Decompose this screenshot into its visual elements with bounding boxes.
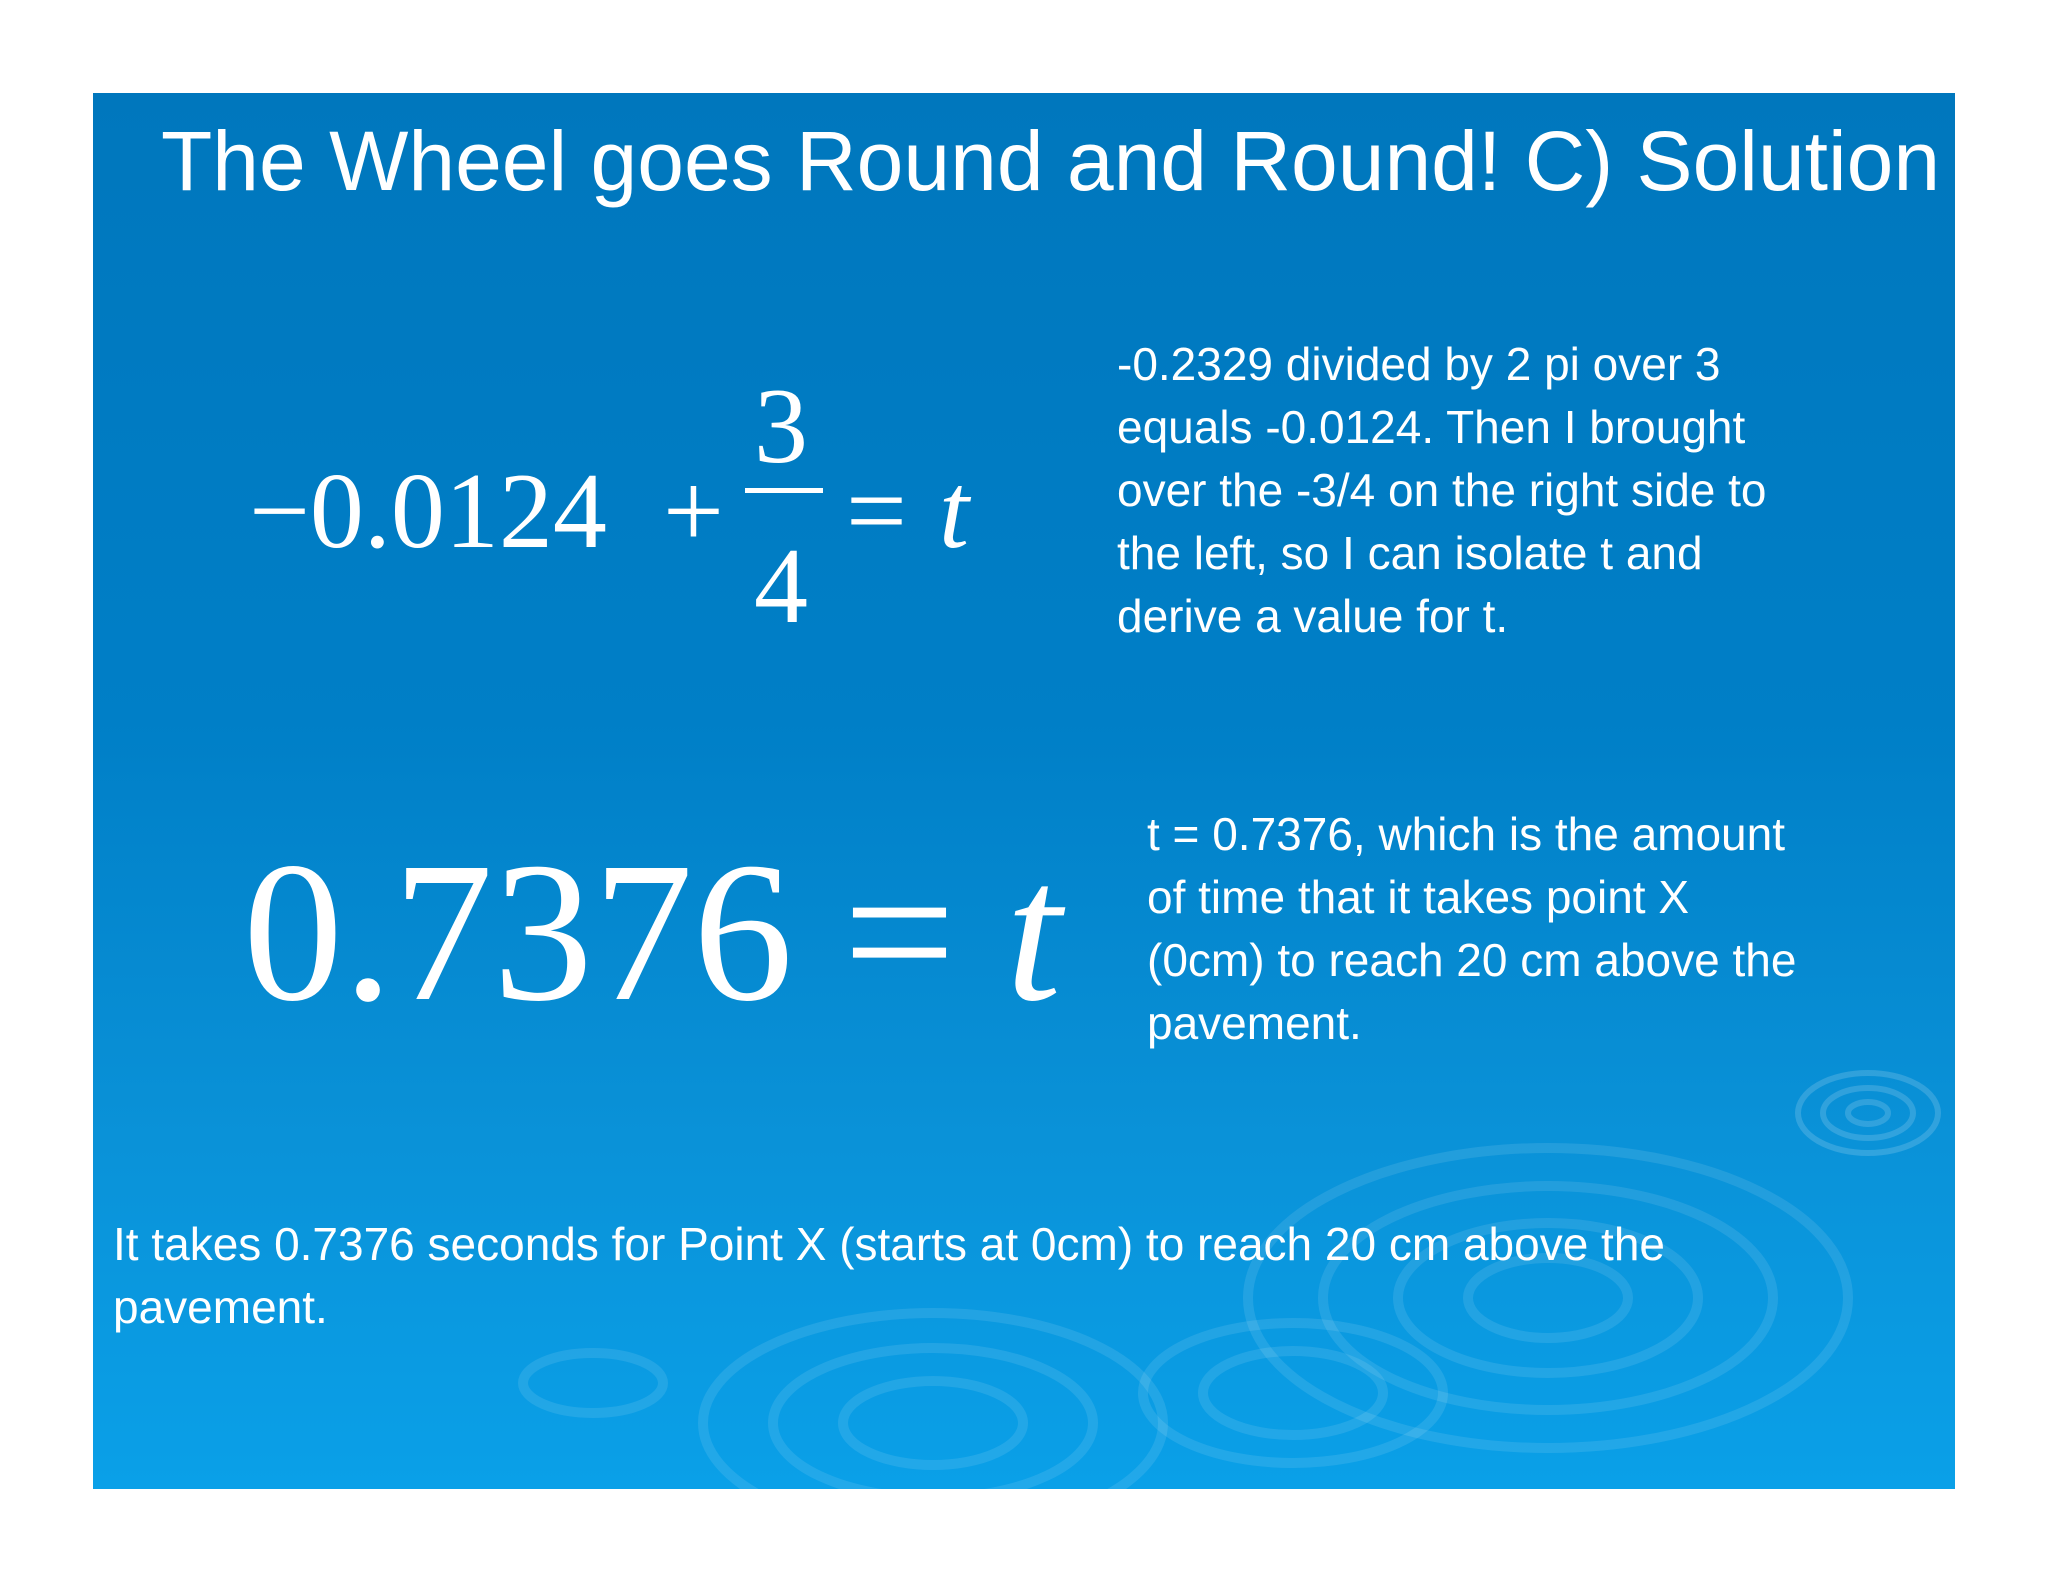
note1-line: over the -3/4 on the right side to: [1117, 464, 1767, 516]
plus-sign: +: [663, 452, 724, 571]
slide: [93, 93, 1955, 1489]
note1-line: -0.2329 divided by 2 pi over 3: [1117, 338, 1721, 390]
note2-line: pavement.: [1147, 997, 1362, 1049]
note1-line: derive a value for t.: [1117, 590, 1509, 642]
fraction-bar: [745, 488, 823, 493]
note2-line: (0cm) to reach 20 cm above the: [1147, 934, 1797, 986]
note2-line: of time that it takes point X: [1147, 871, 1690, 923]
result-equals-sign: =: [843, 822, 956, 1043]
note1-line: equals -0.0124. Then I brought: [1117, 401, 1746, 453]
explanation-note-2: [1147, 803, 1937, 1055]
equation-result: [243, 822, 1062, 1043]
fraction-numerator: 3: [754, 367, 808, 486]
result-value: 0.7376: [243, 822, 793, 1043]
explanation-note-1: [1117, 333, 1917, 648]
fraction-denominator: 4: [754, 527, 808, 646]
conclusion-line: It takes 0.7376 seconds for Point X (starts at 0cm) to reach 20 cm above the: [113, 1218, 1666, 1270]
note1-line: the left, so I can isolate t and: [1117, 527, 1703, 579]
equation-fraction: [249, 365, 1099, 645]
conclusion-text: [113, 1213, 1943, 1339]
equation-lhs-value: −0.0124: [249, 452, 607, 571]
result-variable-t: t: [1005, 822, 1062, 1043]
variable-t: t: [939, 452, 970, 571]
slide-title: The Wheel goes Round and Round! C) Solution: [161, 114, 1941, 208]
conclusion-line: pavement.: [113, 1281, 328, 1333]
equals-sign: =: [846, 452, 907, 571]
note2-line: t = 0.7376, which is the amount: [1147, 808, 1786, 860]
